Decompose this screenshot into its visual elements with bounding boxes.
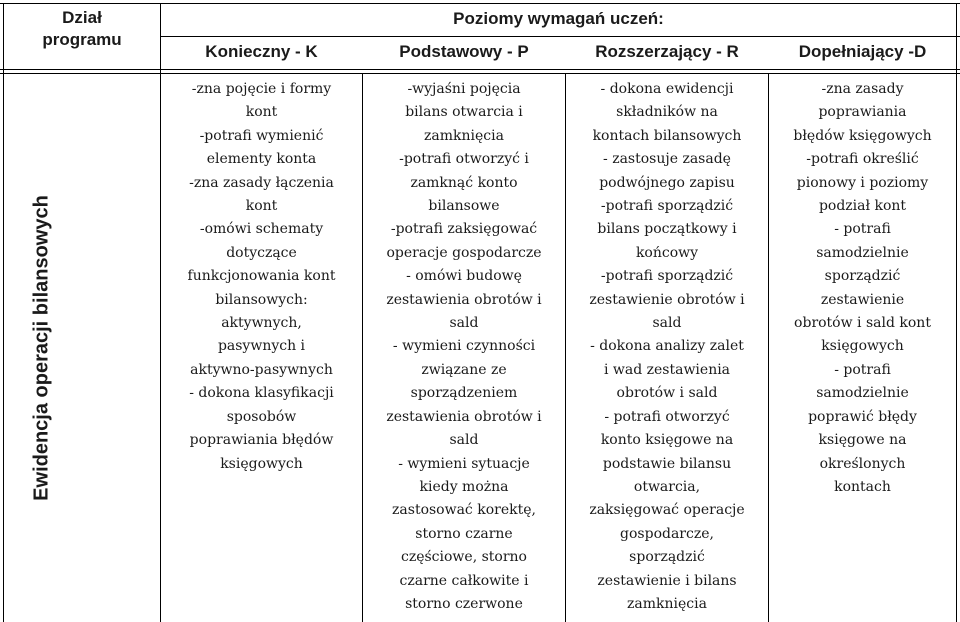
- requirement-line: określonych: [819, 455, 906, 472]
- requirement-line: - potrafi otworzyć: [604, 408, 730, 425]
- requirement-line: podstawie bilansu: [602, 455, 732, 472]
- section-name-cell: [24, 78, 60, 618]
- requirement-line: zamknięcia: [627, 595, 707, 612]
- requirement-line: gospodarcze,: [620, 525, 714, 542]
- level-r-header: Rozszerzający - R: [595, 42, 739, 61]
- levels-title: Poziomy wymagań uczeń:: [453, 9, 664, 28]
- requirement-line: dotyczące: [226, 244, 297, 261]
- requirement-line: bilansowe: [428, 198, 500, 215]
- requirement-line: błędów księgowych: [793, 127, 932, 144]
- level-r-cell: [566, 78, 768, 616]
- requirement-line: obrotów i sald: [616, 385, 718, 402]
- requirement-line: i wad zestawienia: [603, 361, 731, 378]
- requirement-line: bilans początkowy i: [597, 221, 737, 238]
- requirement-line: samodzielnie: [816, 244, 909, 261]
- requirement-line: pionowy i poziomy: [796, 174, 929, 191]
- requirement-line: obrotów i sald kont: [794, 315, 931, 332]
- requirement-line: kontach bilansowych: [592, 127, 742, 144]
- section-name: Ewidencja operacji bilansowych: [30, 195, 53, 501]
- requirement-line: sald: [449, 315, 479, 332]
- requirement-line: storno czerwone: [405, 595, 523, 612]
- level-p-header: Podstawowy - P: [399, 42, 529, 61]
- requirement-line: częściowe, storno: [401, 549, 527, 566]
- requirement-line: księgowych: [220, 455, 303, 472]
- requirement-line: zamknięcia: [424, 127, 504, 144]
- requirement-line: czarne całkowite i: [399, 572, 529, 589]
- requirement-line: zamknąć konto: [410, 174, 518, 191]
- requirement-line: funkcjonowania kont: [187, 268, 336, 285]
- level-k-header: Konieczny - K: [205, 42, 318, 61]
- requirement-line: - potrafi: [834, 221, 891, 238]
- table-top-border: [0, 3, 960, 4]
- requirement-line: kontach: [834, 478, 891, 495]
- requirement-line: aktywno-pasywnych: [190, 361, 333, 378]
- requirement-line: -potrafi sporządzić: [600, 268, 734, 285]
- header-divider: [160, 36, 960, 37]
- requirement-line: - omówi budowę: [406, 268, 522, 285]
- requirement-line: podwójnego zapisu: [599, 174, 735, 191]
- requirement-line: -wyjaśni pojęcia: [407, 81, 521, 97]
- requirement-line: bilans otwarcia i: [405, 104, 523, 121]
- requirement-line: - dokona klasyfikacji: [189, 385, 334, 402]
- requirement-line: elementy konta: [206, 151, 317, 168]
- requirement-line: -zna zasady: [821, 81, 904, 97]
- requirement-line: -zna zasady łączenia: [189, 174, 334, 191]
- requirement-line: zestawienia obrotów i: [386, 291, 542, 308]
- requirement-line: końcowy: [635, 244, 699, 261]
- requirement-line: -potrafi zaksięgować: [390, 221, 538, 238]
- requirement-line: - wymieni sytuacje: [398, 455, 530, 472]
- header-bottom-border-2: [0, 73, 960, 74]
- requirement-line: kiedy można: [419, 478, 509, 495]
- requirement-line: sporządzić: [824, 268, 901, 285]
- table-left-border: [3, 3, 4, 622]
- level-d-cell: [769, 78, 956, 499]
- requirement-line: zaksięgować operacje: [589, 502, 745, 519]
- level-k-cell: [161, 78, 362, 476]
- requirement-line: -potrafi wymienić: [199, 127, 324, 144]
- requirement-line: -potrafi określić: [806, 151, 919, 168]
- requirement-line: składników na: [616, 104, 718, 121]
- requirement-line: - wymieni czynności: [392, 338, 536, 355]
- requirement-line: -zna pojęcie i formy: [191, 81, 332, 97]
- requirement-line: -potrafi otworzyć i: [399, 151, 529, 168]
- requirement-line: poprawiania błędów: [189, 432, 334, 449]
- section-label-line-1: Dział: [62, 8, 102, 27]
- requirement-line: zestawienie i bilans: [597, 572, 737, 589]
- section-label: [4, 7, 160, 51]
- requirement-line: bilansowych:: [215, 291, 308, 308]
- section-label-line-2: programu: [42, 30, 122, 49]
- header-bottom-border-1: [0, 69, 960, 70]
- requirement-line: - potrafi: [834, 361, 891, 378]
- requirement-line: storno czarne: [415, 525, 513, 542]
- requirement-line: aktywnych,: [221, 315, 302, 332]
- requirement-line: operacje gospodarcze: [386, 244, 542, 261]
- requirement-line: -omówi schematy: [199, 221, 324, 238]
- level-p-cell: [363, 78, 565, 616]
- requirement-line: samodzielnie: [816, 385, 909, 402]
- requirement-line: zestawienie obrotów i: [589, 291, 745, 308]
- requirement-line: zestawienie: [820, 291, 905, 308]
- requirement-line: kont: [245, 198, 278, 215]
- requirement-line: otwarcia,: [633, 478, 701, 495]
- requirement-line: -potrafi sporządzić: [600, 198, 734, 215]
- requirement-line: sald: [652, 315, 682, 332]
- requirement-line: pasywnych i: [217, 338, 306, 355]
- requirement-line: księgowe na: [818, 432, 907, 449]
- requirement-line: - zastosuje zasadę: [603, 151, 731, 168]
- table-right-border: [956, 3, 957, 622]
- requirement-line: poprawić błędy: [808, 408, 917, 425]
- requirement-line: kont: [245, 104, 278, 121]
- requirement-line: księgowych: [821, 338, 904, 355]
- requirement-line: zastosować korektę,: [392, 502, 536, 519]
- requirement-line: podział kont: [818, 198, 907, 215]
- requirement-line: - dokona ewidencji: [600, 81, 734, 97]
- requirement-line: sald: [449, 432, 479, 449]
- requirement-line: poprawiania: [818, 104, 907, 121]
- requirement-line: konto księgowe na: [600, 432, 734, 449]
- requirement-line: sporządzić: [629, 549, 705, 566]
- requirement-line: sposobów: [226, 408, 297, 425]
- requirement-line: - dokona analizy zalet: [590, 338, 744, 355]
- level-d-header: Dopełniający -D: [798, 42, 927, 61]
- requirement-line: zestawienia obrotów i: [386, 408, 542, 425]
- requirement-line: sporządzeniem: [410, 385, 518, 402]
- requirement-line: związane ze: [421, 361, 507, 378]
